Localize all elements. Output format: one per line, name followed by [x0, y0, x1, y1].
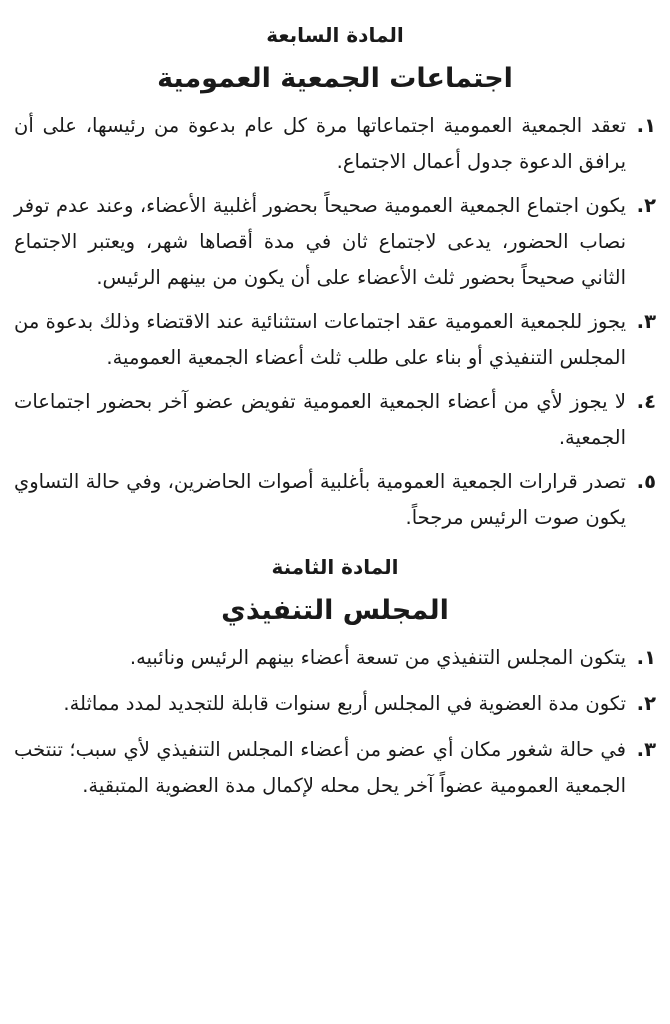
item-text: يجوز للجمعية العمومية عقد اجتماعات استثنائية عند الاقتضاء وذلك بدعوة من المجلس التنفيذي أو بناء على طلب ثلث أعضاء الجمعية العمومية. — [14, 310, 626, 369]
item-text: تصدر قرارات الجمعية العمومية بأغلبية أصوات الحاضرين، وفي حالة التساوي يكون صوت الرئيس مرجحاً. — [14, 470, 626, 529]
list-item — [14, 464, 656, 536]
article-eight-section — [14, 552, 656, 804]
item-text: تكون مدة العضوية في المجلس أربع سنوات قابلة للتجديد لمدد مماثلة. — [63, 692, 626, 715]
list-item — [14, 188, 656, 296]
item-number: ٣. — [636, 738, 656, 761]
item-number: ٣. — [636, 310, 656, 333]
list-item — [14, 304, 656, 376]
article-items-list — [14, 108, 656, 536]
item-text: تعقد الجمعية العمومية اجتماعاتها مرة كل عام بدعوة من رئيسها، على أن يرافق الدعوة جدول أعمال الاجتماع. — [14, 114, 626, 173]
article-label: المادة السابعة — [266, 23, 404, 47]
list-item — [14, 732, 656, 804]
item-number: ١. — [636, 114, 656, 137]
item-number: ٤. — [636, 390, 656, 413]
list-item — [14, 108, 656, 180]
article-seven-section — [14, 20, 656, 536]
list-item — [14, 384, 656, 456]
item-number: ١. — [636, 646, 656, 669]
article-title: اجتماعات الجمعية العمومية — [157, 63, 513, 94]
article-items-list — [14, 640, 656, 804]
item-number: ٢. — [636, 194, 656, 217]
list-item — [14, 640, 656, 676]
item-text: في حالة شغور مكان أي عضو من أعضاء المجلس التنفيذي لأي سبب؛ تنتخب الجمعية العمومية عضواً آخر يحل محله لإكمال مدة العضوية المتبقية. — [14, 738, 626, 797]
item-text: يتكون المجلس التنفيذي من تسعة أعضاء بينهم الرئيس ونائبيه. — [129, 646, 626, 669]
article-label: المادة الثامنة — [271, 555, 399, 579]
item-text: لا يجوز لأي من أعضاء الجمعية العمومية تفويض عضو آخر بحضور اجتماعات الجمعية. — [14, 390, 626, 449]
article-title: المجلس التنفيذي — [221, 595, 449, 626]
item-text: يكون اجتماع الجمعية العمومية صحيحاً بحضور أغلبية الأعضاء، وعند عدم توفر نصاب الحضور، يدعى لاجتماع ثان في مدة أقصاها شهر، ويعتبر الاجتماع الثاني صحيحاً بحضور ثلث الأعضاء على أن يكون من بينهم الرئيس. — [14, 194, 626, 289]
item-number: ٢. — [636, 692, 656, 715]
list-item — [14, 686, 656, 722]
item-number: ٥. — [636, 470, 656, 493]
